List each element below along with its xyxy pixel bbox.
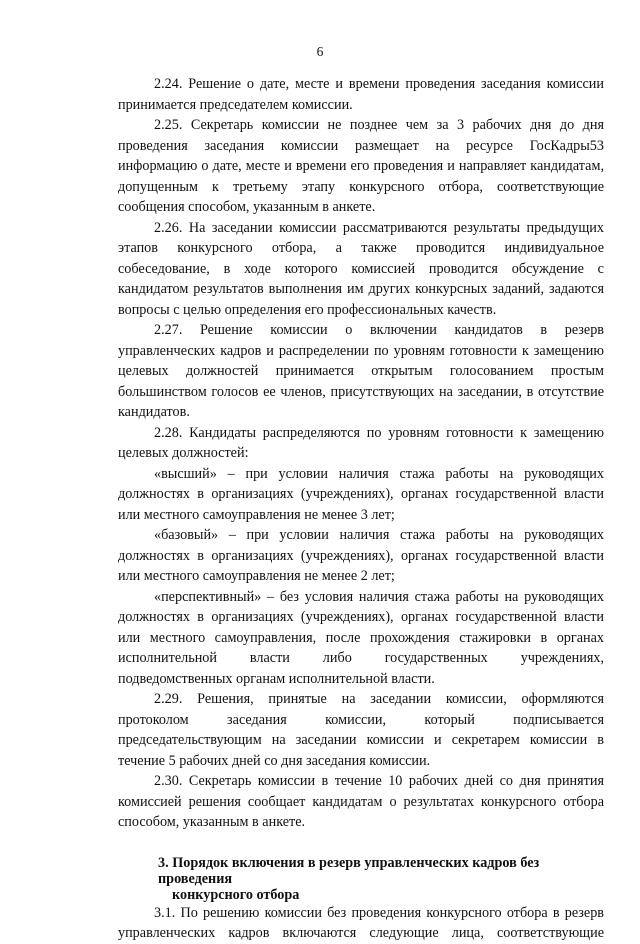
paragraph-2-26: 2.26. На заседании комиссии рассматриваются результаты предыдущих этапов конкурсного отбора, а также проводится индивидуальное собеседование, в ходе которого комиссией проводится обсуждение с кандидатом результатов выполнения им других конкурсных заданий, задаются вопросы с целью определения его профессиональных качеств. (118, 219, 604, 318)
paragraph-2-25: 2.25. Секретарь комиссии не позднее чем за 3 рабочих дня до дня проведения заседания комиссии размещает на ресурсе ГосКадры53 информацию о дате, месте и времени его проведения и направляет кандидатам, допущенным к третьему этапу конкурсного отбора, соответствующие сообщения способом, указанным в анкете. (118, 117, 604, 215)
level-basic: «базовый» – при условии наличия стажа работы на руководящих должностях в организациях (учреждениях), органах государственной власти или местного самоуправления не менее 2 лет; (118, 527, 604, 584)
paragraph-2-30: 2.30. Секретарь комиссии в течение 10 рабочих дней со дня принятия комиссией решения сообщает кандидатам о результатах конкурсного отбора способом, указанным в анкете. (118, 773, 604, 830)
section-3-heading-line2: конкурсного отбора (172, 886, 300, 903)
level-prospective: «перспективный» – без условия наличия стажа работы на руководящих должностях в организациях (учреждениях), органах государственной власти или местного самоуправления, после прохождения стажировки в органах исполнительной власти либо государственных учреждениях, подведомственных органам исполнительной власти. (118, 588, 604, 687)
paragraph-2-27: 2.27. Решение комиссии о включении кандидатов в резерв управленческих кадров и распределении по уровням готовности к замещению целевых должностей принимается открытым голосованием простым большинством голосов ее членов, присутствующих на заседании, в отсутствие кандидатов. (118, 322, 604, 420)
page-number: 6 (316, 44, 324, 59)
paragraph-2-28: 2.28. Кандидаты распределяются по уровням готовности к замещению целевых должностей: (118, 424, 604, 461)
paragraph-3-1: 3.1. По решению комиссии без проведения конкурсного отбора в резерв управленческих кадров включаются следующие лица, соответствующие (118, 904, 604, 941)
level-highest: «высший» – при условии наличия стажа работы на руководящих должностях в организациях (учреждениях), органах государственной власти или местного самоуправления не менее 3 лет; (118, 465, 604, 523)
document-body (118, 74, 604, 944)
section-3-heading-line1: 3. Порядок включения в резерв управленческих кадров без проведения (158, 854, 540, 887)
paragraph-2-29: 2.29. Решения, принятые на заседании комиссии, оформляются протоколом заседания комиссии, который подписывается председательствующим на заседании комиссии и секретарем комиссии в течение 5 рабочих дней со дня заседания комиссии. (118, 691, 604, 769)
section-3-heading (118, 855, 604, 903)
paragraph-2-24: 2.24. Решение о дате, месте и времени проведения заседания комиссии принимается председателем комиссии. (118, 76, 604, 113)
